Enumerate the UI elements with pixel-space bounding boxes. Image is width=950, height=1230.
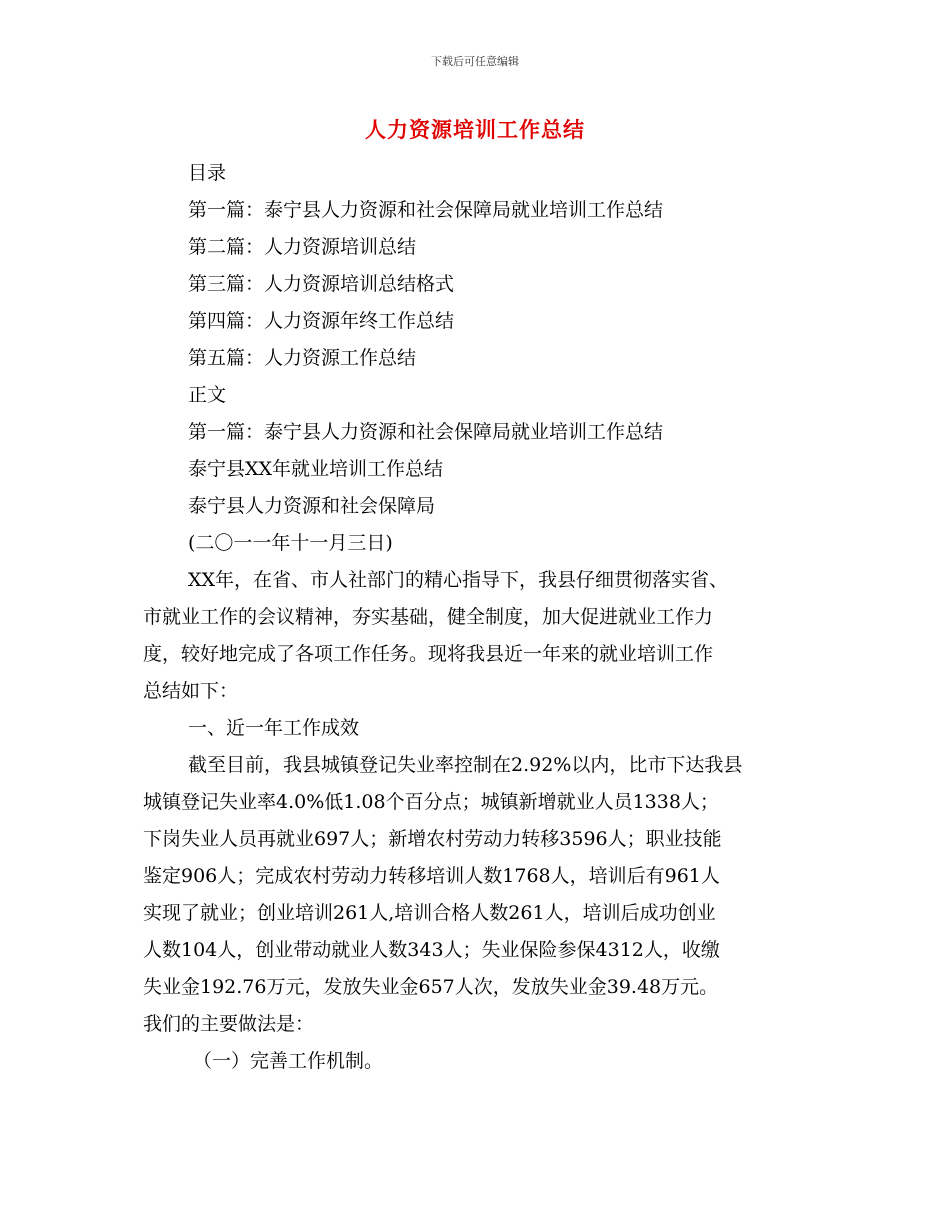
intro-line: 市就业工作的会议精神，夯实基础，健全制度，加大促进就业工作力 xyxy=(143,606,714,628)
section-line: 失业金192.76万元，发放失业金657人次，发放失业金39.48万元。 xyxy=(143,976,719,998)
intro-line: 度，较好地完成了各项工作任务。现将我县近一年来的就业培训工作 xyxy=(143,643,714,665)
intro-line: 总结如下： xyxy=(143,680,239,702)
article-title: 第一篇：泰宁县人力资源和社会保障局就业培训工作总结 xyxy=(188,421,664,443)
intro-line: XX年，在省、市人社部门的精心指导下，我县仔细贯彻落实省、 xyxy=(188,569,729,591)
toc-item: 第二篇：人力资源培训总结 xyxy=(188,236,417,258)
toc-item: 第四篇：人力资源年终工作总结 xyxy=(188,310,455,332)
body-heading: 正文 xyxy=(188,384,227,406)
toc-item: 第三篇：人力资源培训总结格式 xyxy=(188,273,455,295)
section-line: 城镇登记失业率4.0%低1.08个百分点；城镇新增就业人员1338人； xyxy=(143,791,719,813)
section-line: 我们的主要做法是： xyxy=(143,1013,315,1035)
article-organization: 泰宁县人力资源和社会保障局 xyxy=(188,495,436,517)
document-body xyxy=(143,155,807,1080)
toc-item: 第一篇：泰宁县人力资源和社会保障局就业培训工作总结 xyxy=(188,199,664,221)
article-date: (二〇一一年十一月三日) xyxy=(188,532,393,554)
subsection-heading: （一）完善工作机制。 xyxy=(193,1050,384,1072)
toc-heading: 目录 xyxy=(188,162,227,184)
page-header-note: 下载后可任意编辑 xyxy=(431,55,519,68)
section-line: 鉴定906人；完成农村劳动力转移培训人数1768人，培训后有961人 xyxy=(143,865,720,887)
section-line: 人数104人，创业带动就业人数343人；失业保险参保4312人，收缴 xyxy=(143,939,720,961)
article-subtitle: 泰宁县XX年就业培训工作总结 xyxy=(188,458,444,480)
section-line: 实现了就业；创业培训261人,培训合格人数261人，培训后成功创业 xyxy=(143,902,716,924)
section-line: 截至目前，我县城镇登记失业率控制在2.92%以内，比市下达我县 xyxy=(188,754,743,776)
document-title: 人力资源培训工作总结 xyxy=(365,117,585,142)
toc-item: 第五篇：人力资源工作总结 xyxy=(188,347,417,369)
section-heading: 一、近一年工作成效 xyxy=(188,717,360,739)
section-line: 下岗失业人员再就业697人；新增农村劳动力转移3596人；职业技能 xyxy=(143,828,722,850)
